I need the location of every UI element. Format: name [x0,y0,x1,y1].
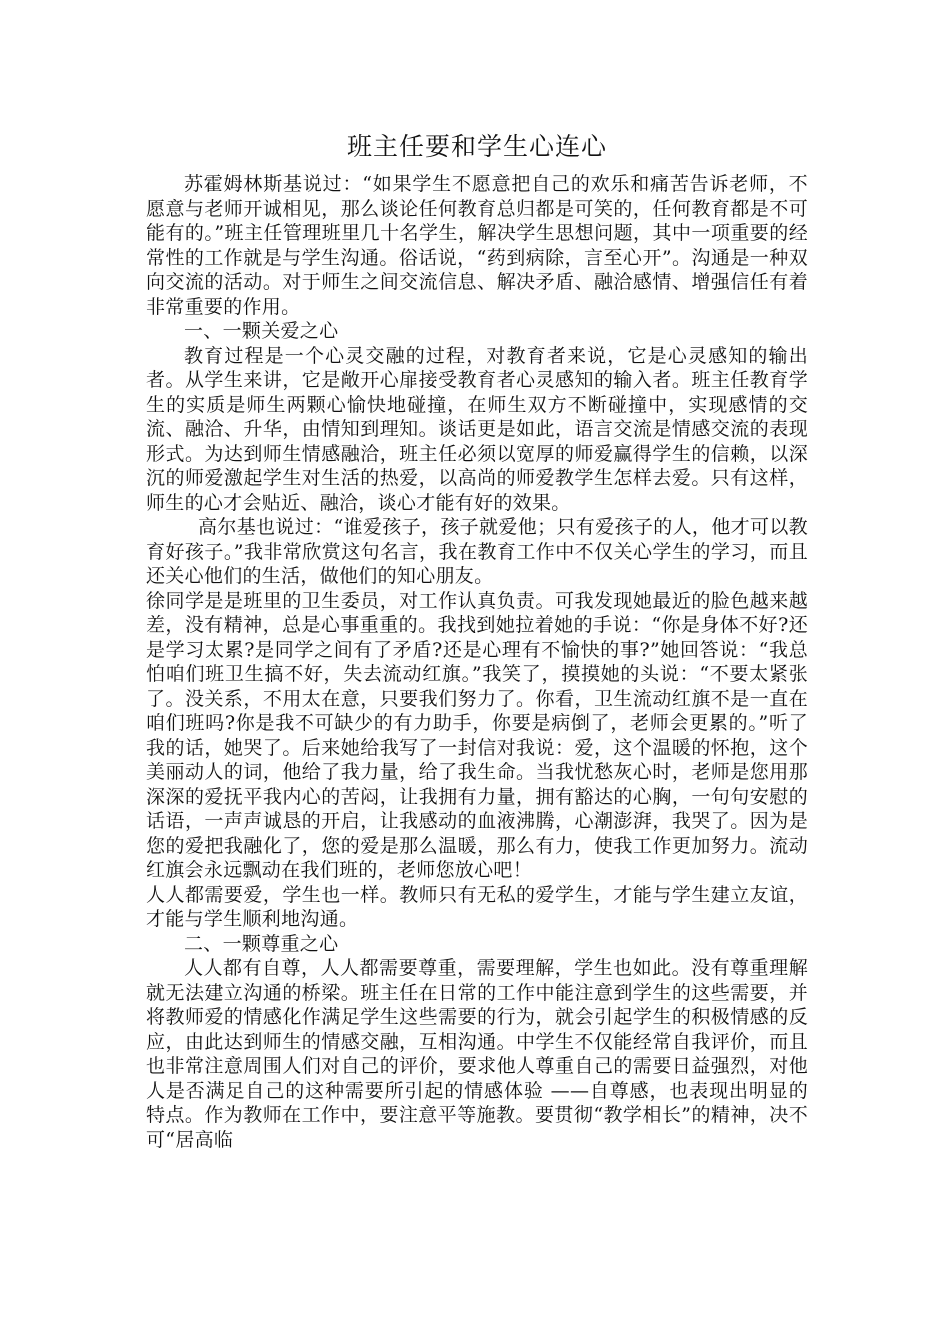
paragraph-intro: 苏霍姆林斯基说过：“如果学生不愿意把自己的欢乐和痛苦告诉老师，不愿意与老师开诚相见，那么谈论任何教育总归都是可笑的，任何教育都是不可能有的。”班主任管理班里几十名学生，解决学生思想问题，其中一项重要的经常性的工作就是与学生沟通。俗话说，“药到病除，言至心开”。沟通是一种双向交流的活动。对于师生之间交流信息、解决矛盾、融洽感情、增强信任有着非常重要的作用。 [146,173,808,318]
document-title: 班主任要和学生心连心 [346,132,607,161]
section-heading-care: 一、一颗关爱之心 [184,320,339,342]
paragraph-respect: 人人都有自尊，人人都需要尊重，需要理解，学生也如此。没有尊重理解就无法建立沟通的桥梁。班主任在日常的工作中能注意到学生的这些需要，并将教师爱的情感化作满足学生这些需要的行为，就会引起学生的积极情感的反应，由此达到师生的情感交融，互相沟通。中学生不仅能经常自我评价，而且也非常注意周围人们对自己的评价，要求他人尊重自己的需要日益强烈，对他人是否满足自己的这种需要所引起的情感体验 ——自尊感，也表现出明显的特点。作为教师在工作中，要注意平等施教。要贯彻“教学相长”的精神，决不可“居高临 [146,957,808,1151]
section-heading-respect: 二、一颗尊重之心 [184,932,339,955]
paragraph-student-story: 徐同学是是班里的卫生委员，对工作认真负责。可我发现她最近的脸色越来越差，没有精神，总是心事重重的。我找到她拉着她的手说：“你是身体不好?还是学习太累?是同学之间有了矛盾?还是心理有不愉快的事?”她回答说：“我总怕咱们班卫生搞不好，失去流动红旗。”我笑了，摸摸她的头说：“不要太紧张了。没关系，不用太在意，只要我们努力了。你看，卫生流动红旗不是一直在咱们班吗?你是我不可缺少的有力助手，你要是病倒了，老师会更累的。”听了我的话，她哭了。后来她给我写了一封信对我说：爱，这个温暖的怀抱，这个美丽动人的词，他给了我力量，给了我生命。当我忧愁灰心时，老师是您用那深深的爱抚平我内心的苦闷，让我拥有力量，拥有豁达的心胸，一句句安慰的话语，一声声诚恳的开启，让我感动的血液沸腾，心潮澎湃，我哭了。因为是您的爱把我融化了，您的爱是那么温暖，那么有力，使我工作更加努力。流动红旗会永远飘动在我们班的，老师您放心吧！ [146,589,808,881]
paragraph-love-summary: 人人都需要爱，学生也一样。教师只有无私的爱学生，才能与学生建立友谊，才能与学生顺利地沟通。 [146,883,808,930]
document-page [146,128,808,1152]
paragraph-gorky-quote: 高尔基也说过：“谁爱孩子，孩子就爱他；只有爱孩子的人，他才可以教育好孩子。”我非常欣赏这句名言，我在教育工作中不仅关心学生的学习，而且还关心他们的生活，做他们的知心朋友。 [146,516,808,587]
paragraph-education-process: 教育过程是一个心灵交融的过程，对教育者来说，它是心灵感知的输出者。从学生来讲，它是敞开心扉接受教育者心灵感知的输入者。班主任教育学生的实质是师生两颗心愉快地碰撞，在师生双方不断碰撞中，实现感情的交流、融洽、升华，由情知到理知。谈话更是如此，语言交流是情感交流的表现形式。为达到师生情感融洽，班主任必须以宽厚的师爱赢得学生的信赖，以深沉的师爱激起学生对生活的热爱，以高尚的师爱教学生怎样去爱。只有这样，师生的心才会贴近、融洽，谈心才能有好的效果。 [146,344,808,514]
